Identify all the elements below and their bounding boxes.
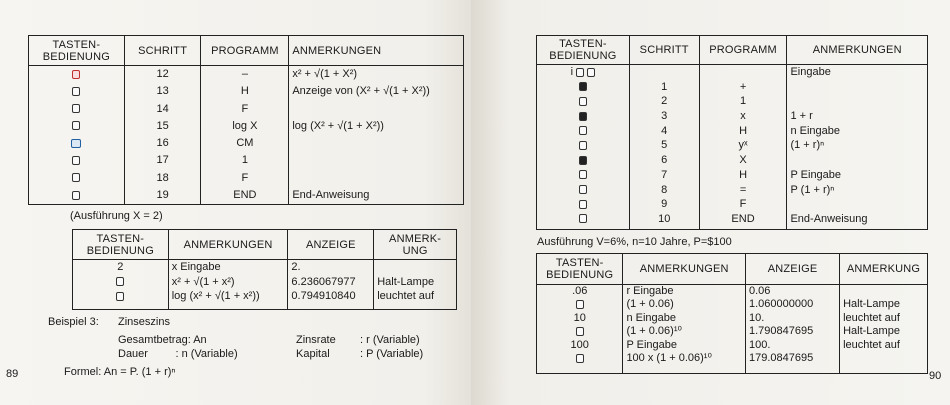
key-column: i xyxy=(537,65,630,230)
log-key-icon xyxy=(72,121,80,130)
step-column: 12 13 14 15 16 17 18 19 xyxy=(124,66,201,205)
header-anmerkungen: ANMERKUNGEN xyxy=(289,36,464,66)
beispiel-line-1c: : r (Variable) xyxy=(360,334,420,346)
end-key-icon xyxy=(579,214,587,223)
page-number-left: 89 xyxy=(6,368,19,380)
header-programm: PROGRAMM xyxy=(699,36,787,65)
plus-key-icon xyxy=(579,82,587,91)
header-programm: PROGRAMM xyxy=(201,36,289,66)
right-program-table xyxy=(536,35,928,230)
header-tasten: TASTEN- BEDIENUNG xyxy=(73,230,169,260)
header-tasten: TASTEN- BEDIENUNG xyxy=(29,36,125,66)
header-anmerkungen: ANMERKUNGEN xyxy=(168,230,288,260)
one-key-icon xyxy=(72,156,80,165)
step-column: 1 2 3 4 5 6 7 8 9 10 xyxy=(629,65,699,230)
minus-key-icon xyxy=(72,70,80,79)
f-key-icon xyxy=(576,68,584,77)
f-key-icon xyxy=(72,104,80,113)
left-program-table xyxy=(28,35,464,205)
beispiel-line-1b: Zinsrate xyxy=(296,334,336,346)
h-key-icon xyxy=(579,170,587,179)
beispiel-line-2c: : P (Variable) xyxy=(360,348,424,360)
header-schritt: SCHRITT xyxy=(629,36,699,65)
beispiel-title: Zinseszins xyxy=(118,316,170,328)
yx-key-icon xyxy=(579,141,587,150)
display-column: 0.06 1.060000000 10. 1.790847695 100. 179.0847695 xyxy=(745,285,839,374)
left-page xyxy=(0,0,471,405)
s-key-icon xyxy=(116,292,124,301)
key-column: .06 10 100 xyxy=(537,285,623,374)
header-anzeige: ANZEIGE xyxy=(745,254,839,285)
x-key-icon xyxy=(579,112,587,121)
beispiel-line-2b: Kapital xyxy=(296,348,330,360)
notes-column: x Eingabe x² + √(1 + x²) log (x² + √(1 + x²)) xyxy=(168,260,288,310)
x-key-icon xyxy=(579,156,587,165)
header-anmerkungen: ANMERKUNGEN xyxy=(787,36,928,65)
beispiel-line-1a: Gesamtbetrag: An xyxy=(118,334,207,346)
header-anmerkung: ANMERKUNG xyxy=(840,254,928,285)
formula: Formel: An = P. (1 + r)ⁿ xyxy=(64,366,176,378)
program-column: + 1 x H yˣ X H = F END xyxy=(699,65,787,230)
header-tasten: TASTEN- BEDIENUNG xyxy=(537,36,630,65)
eq-key-icon xyxy=(579,185,587,194)
right-example-label: Ausführung V=6%, n=10 Jahre, P=$100 xyxy=(537,236,732,248)
notes-column: Eingabe 1 + r n Eingabe (1 + r)ⁿ P Eingabe P (1 + r)ⁿ End-Anweisung xyxy=(787,65,928,230)
header-schritt: SCHRITT xyxy=(124,36,201,66)
cm-key-icon xyxy=(71,139,81,148)
right-page xyxy=(471,0,950,405)
key-column: 2 xyxy=(73,260,169,310)
header-tasten: TASTEN- BEDIENUNG xyxy=(537,254,623,285)
beispiel-label: Beispiel 3: xyxy=(48,316,99,328)
page-number-right: 90 xyxy=(929,370,942,382)
end-key-icon xyxy=(72,191,80,200)
display-column: 2. 6.236067977 0.794910840 xyxy=(288,260,374,310)
remark-column: Halt-Lampe leuchtet auf xyxy=(374,260,457,310)
header-anmerkungen: ANMERKUNGEN xyxy=(623,254,746,285)
remark-column: Halt-Lampe leuchtet auf Halt-Lampe leuchtet auf xyxy=(840,285,928,374)
right-result-table xyxy=(536,253,928,374)
s-key-icon xyxy=(576,327,584,336)
s-key-icon xyxy=(116,277,124,286)
header-anzeige: ANZEIGE xyxy=(288,230,374,260)
h-key-icon xyxy=(579,126,587,135)
f-key-icon xyxy=(579,200,587,209)
s-key-icon xyxy=(576,354,584,363)
left-result-table xyxy=(72,229,457,310)
header-anmerkung: ANMERK- UNG xyxy=(374,230,457,260)
notes-column: x² + √(1 + X²) Anzeige von (X² + √(1 + X²)) log (X² + √(1 + X²)) End-Anweisung xyxy=(289,66,464,205)
one-key-icon xyxy=(579,97,587,106)
program-column: – H F log X CM 1 F END xyxy=(201,66,289,205)
s-key-icon xyxy=(587,68,595,77)
notes-column: r Eingabe (1 + 0.06) n Eingabe (1 + 0.06)¹⁰ P Eingabe 100 x (1 + 0.06)¹⁰ xyxy=(623,285,746,374)
left-example-label: (Ausführung X = 2) xyxy=(70,210,163,222)
f-key-icon xyxy=(72,173,80,182)
h-key-icon xyxy=(72,87,80,96)
key-column xyxy=(29,66,125,205)
s-key-icon xyxy=(576,300,584,309)
beispiel-line-2a: Dauer : n (Variable) xyxy=(118,348,238,360)
